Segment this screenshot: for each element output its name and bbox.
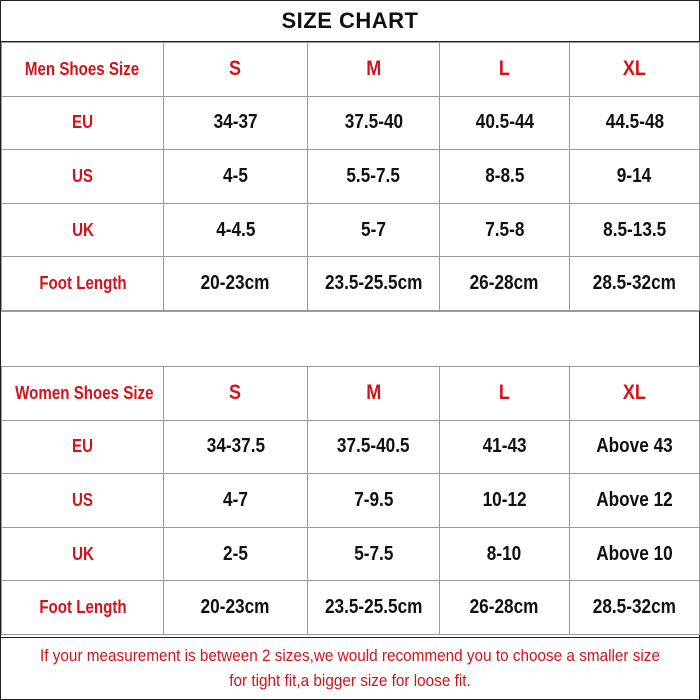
men-row — [2, 96, 700, 150]
cell-text: 9-14 — [617, 164, 652, 187]
cell-text: 5-7 — [361, 218, 386, 241]
cell-text: 28.5-32cm — [592, 596, 677, 619]
fit-note — [1, 637, 699, 697]
size-value — [570, 527, 700, 581]
cell-text: Women Shoes Size — [15, 382, 154, 403]
size-value — [570, 257, 700, 311]
men-header-row — [2, 43, 700, 97]
size-value — [440, 527, 570, 581]
cell-text: 4-4.5 — [215, 218, 256, 241]
size-value — [164, 527, 308, 581]
cell-text: 40.5-44 — [475, 111, 534, 134]
men-table-body — [2, 43, 700, 311]
size-value — [440, 581, 570, 635]
row-label — [2, 420, 164, 474]
size-value — [570, 150, 700, 204]
cell-text: US — [71, 489, 93, 510]
cell-text: 41-43 — [482, 435, 527, 458]
size-value — [440, 474, 570, 528]
row-label — [2, 203, 164, 257]
cell-text: 37.5-40.5 — [337, 435, 410, 458]
cell-text: 26-28cm — [470, 272, 539, 295]
row-label — [2, 150, 164, 204]
cell-text: 28.5-32cm — [592, 272, 677, 295]
cell-text: 34-37.5 — [206, 435, 265, 458]
cell-text: 2-5 — [223, 542, 248, 565]
size-value — [164, 420, 308, 474]
cell-text: 5-7.5 — [353, 542, 394, 565]
size-header — [440, 367, 570, 421]
cell-text: 23.5-25.5cm — [324, 596, 423, 619]
cell-text: 8.5-13.5 — [602, 218, 667, 241]
row-label — [2, 581, 164, 635]
men-size-label — [2, 43, 164, 97]
cell-text: S — [229, 57, 242, 81]
cell-text: Foot Length — [38, 273, 127, 294]
women-row — [2, 420, 700, 474]
cell-text: US — [71, 165, 93, 186]
size-value — [440, 420, 570, 474]
row-label — [2, 257, 164, 311]
chart-title: SIZE CHART — [1, 1, 699, 42]
size-value — [308, 257, 440, 311]
size-header — [308, 43, 440, 97]
cell-text: S — [229, 381, 242, 405]
cell-text: M — [365, 381, 382, 405]
size-value — [308, 420, 440, 474]
cell-text: 37.5-40 — [344, 111, 403, 134]
women-header-row — [2, 367, 700, 421]
men-row — [2, 203, 700, 257]
cell-text: 44.5-48 — [605, 111, 664, 134]
cell-text: XL — [622, 381, 647, 405]
women-size-table — [1, 366, 700, 635]
cell-text: 4-7 — [223, 488, 248, 511]
size-value — [164, 203, 308, 257]
women-table-body — [2, 367, 700, 635]
size-value — [164, 257, 308, 311]
women-size-label — [2, 367, 164, 421]
size-header — [308, 367, 440, 421]
size-value — [308, 203, 440, 257]
size-value — [570, 581, 700, 635]
size-value — [440, 257, 570, 311]
size-value — [164, 96, 308, 150]
cell-text: M — [365, 57, 382, 81]
cell-text: Above 12 — [596, 488, 673, 511]
cell-text: UK — [71, 219, 94, 240]
cell-text: EU — [71, 436, 93, 457]
cell-text: XL — [622, 57, 647, 81]
cell-text: Above 43 — [596, 435, 673, 458]
women-row — [2, 581, 700, 635]
size-value — [308, 527, 440, 581]
cell-text: 23.5-25.5cm — [324, 272, 423, 295]
cell-text: Men Shoes Size — [25, 58, 140, 79]
cell-text: Above 10 — [596, 542, 673, 565]
size-value — [308, 150, 440, 204]
fit-note-text: If your measurement is between 2 sizes,we would recommend you to choose a smaller size for tight fit,a bigger size for loose fit. — [40, 645, 660, 690]
cell-text: UK — [71, 543, 94, 564]
row-label — [2, 96, 164, 150]
size-value — [440, 96, 570, 150]
men-row — [2, 257, 700, 311]
row-label — [2, 474, 164, 528]
size-value — [308, 96, 440, 150]
size-value — [570, 420, 700, 474]
cell-text: L — [498, 57, 511, 81]
size-value — [440, 150, 570, 204]
cell-text: 7.5-8 — [484, 218, 525, 241]
row-label — [2, 527, 164, 581]
size-value — [308, 581, 440, 635]
cell-text: 26-28cm — [470, 596, 539, 619]
cell-text: EU — [71, 112, 93, 133]
size-value — [164, 150, 308, 204]
cell-text: 4-5 — [223, 164, 248, 187]
size-value — [164, 474, 308, 528]
size-header — [570, 367, 700, 421]
cell-text: 10-12 — [482, 488, 527, 511]
cell-text: 8-10 — [487, 542, 522, 565]
table-spacer — [1, 311, 699, 367]
cell-text: 8-8.5 — [484, 164, 525, 187]
men-size-table — [1, 42, 700, 311]
women-row — [2, 474, 700, 528]
men-row — [2, 150, 700, 204]
size-value — [164, 581, 308, 635]
size-value — [440, 203, 570, 257]
size-header — [164, 367, 308, 421]
cell-text: 5.5-7.5 — [346, 164, 401, 187]
cell-text: 20-23cm — [201, 596, 270, 619]
cell-text: Foot Length — [38, 597, 127, 618]
cell-text: 20-23cm — [201, 272, 270, 295]
cell-text: 7-9.5 — [353, 488, 394, 511]
size-header — [440, 43, 570, 97]
size-value — [308, 474, 440, 528]
size-value — [570, 96, 700, 150]
size-value — [570, 203, 700, 257]
size-value — [570, 474, 700, 528]
cell-text: 34-37 — [213, 111, 258, 134]
size-header — [570, 43, 700, 97]
cell-text: L — [498, 381, 511, 405]
women-row — [2, 527, 700, 581]
size-header — [164, 43, 308, 97]
